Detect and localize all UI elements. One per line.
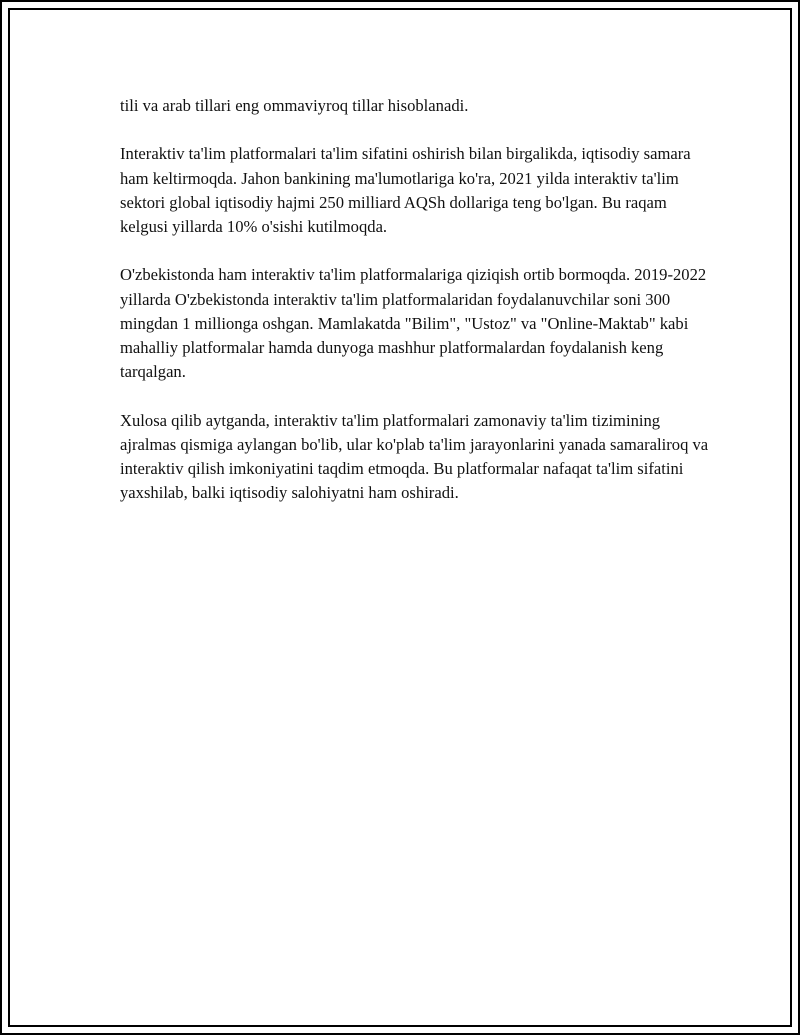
document-body [120,94,710,505]
paragraph-conclusion: Xulosa qilib aytganda, interaktiv ta'lim platformalari zamonaviy ta'lim tizimining ajralmas qismiga aylangan bo'lib, ular ko'plab ta'lim jarayonlarini yanada samaraliroq va interaktiv qilish imkoniyatini taqdim etmoqda. Bu platformalar nafaqat ta'lim sifatini yaxshilab, balki iqtisodiy salohiyatni ham oshiradi. [120,410,709,503]
paragraph-uzbekistan: O'zbekistonda ham interaktiv ta'lim platformalariga qiziqish ortib bormoqda. 2019-2022 yillarda O'zbekistonda interaktiv ta'lim platformalaridan foydalanuvchilar soni 300 mingdan 1 millionga oshgan. Mamlakatda "Bilim", "Ustoz" va "Online-Maktab" kabi mahalliy platformalar hamda dunyoga mashhur platformalardan foydalanish keng tarqalgan. [120,265,707,382]
paragraph-continuation: tili va arab tillari eng ommaviyroq tillar hisoblanadi. [120,96,469,115]
paragraph-economic-impact: Interaktiv ta'lim platformalari ta'lim sifatini oshirish bilan birgalikda, iqtisodiy samara ham keltirmoqda. Jahon bankining ma'lumotlariga ko'ra, 2021 yilda interaktiv ta'lim sektori global iqtisodiy hajmi 250 milliard AQSh dollariga teng bo'lgan. Bu raqam kelgusi yillarda 10% o'sishi kutilmoqda. [120,144,691,236]
